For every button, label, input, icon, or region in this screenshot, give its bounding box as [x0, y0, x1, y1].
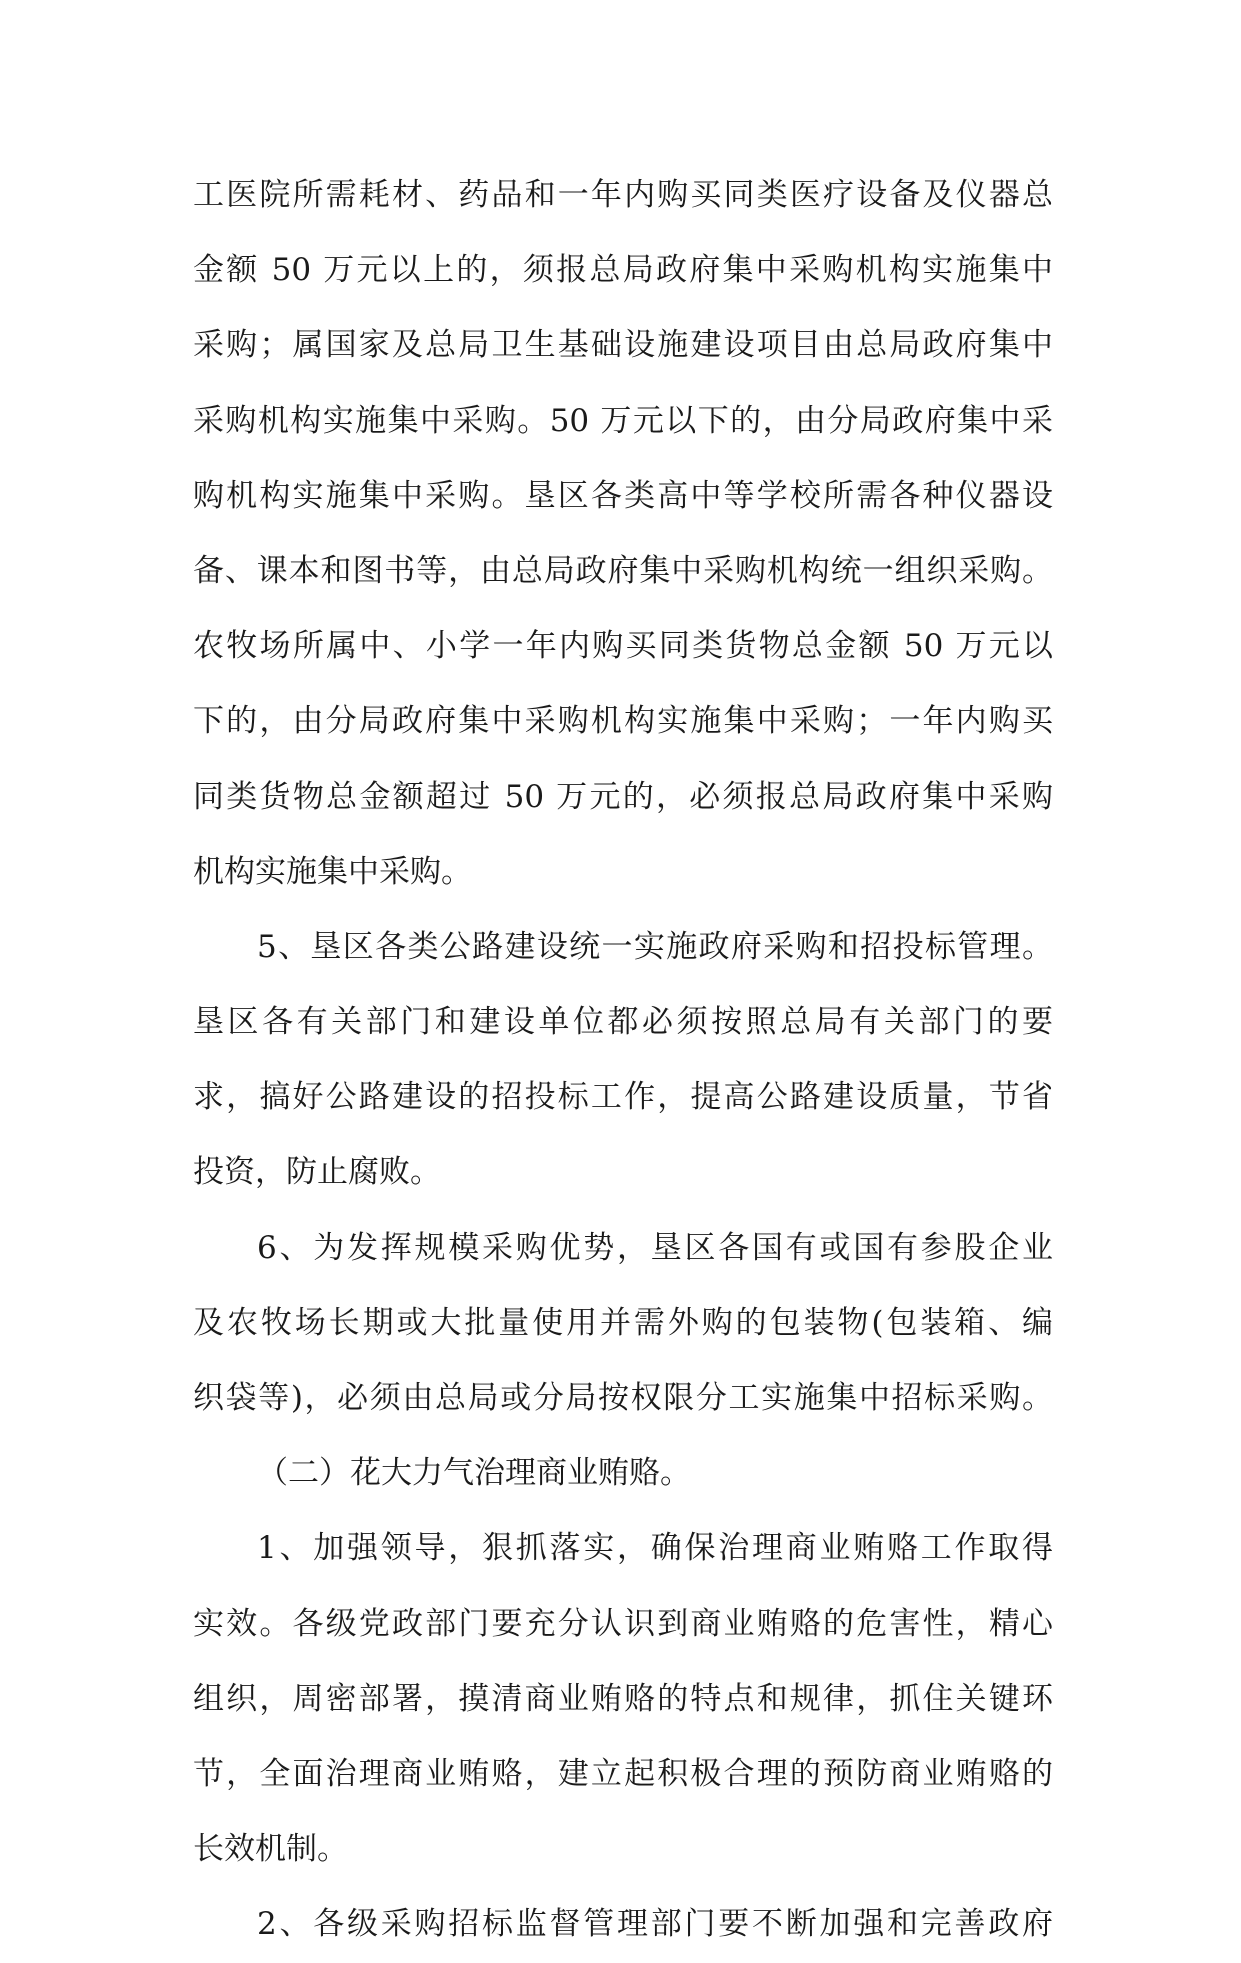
section-heading: （二）花大力气治理商业贿赂。: [257, 1455, 691, 1492]
text-line: 垦区各有关部门和建设单位都必须按照总局有关部门的要: [193, 1004, 1053, 1041]
text-line: 工医院所需耗材、药品和一年内购买同类医疗设备及仪器总: [193, 177, 1053, 213]
text-line: 长效机制。: [193, 1831, 348, 1868]
text-line: 同类货物总金额超过 50 万元的，必须报总局政府集中采购: [193, 778, 1053, 815]
text-line: 及农牧场长期或大批量使用并需外购的包装物(包装箱、编: [193, 1304, 1053, 1341]
text-line: 求，搞好公路建设的招投标工作，提高公路建设质量，节省: [193, 1079, 1053, 1116]
text-line: 组织，周密部署，摸清商业贿赂的特点和规律，抓住关键环: [193, 1680, 1053, 1717]
text-line: 下的，由分局政府集中采购机构实施集中采购；一年内购买: [193, 703, 1053, 740]
paragraph-start-line: 1、加强领导，狠抓落实，确保治理商业贿赂工作取得: [257, 1530, 1053, 1567]
text-line: 实效。各级党政部门要充分认识到商业贿赂的危害性，精心: [193, 1605, 1053, 1642]
text-line: 备、课本和图书等，由总局政府集中采购机构统一组织采购。: [193, 552, 1053, 589]
text-line: 采购机构实施集中采购。50 万元以下的，由分局政府集中采: [193, 402, 1053, 439]
text-line: 采购；属国家及总局卫生基础设施建设项目由总局政府集中: [193, 327, 1053, 364]
text-line: 金额 50 万元以上的，须报总局政府集中采购机构实施集中: [193, 252, 1053, 289]
text-line: 织袋等)，必须由总局或分局按权限分工实施集中招标采购。: [193, 1380, 1053, 1416]
text-line: 购机构实施集中采购。垦区各类高中等学校所需各种仪器设: [193, 477, 1053, 514]
paragraph-start-line: 6、为发挥规模采购优势，垦区各国有或国有参股企业: [257, 1229, 1053, 1266]
text-line: 农牧场所属中、小学一年内购买同类货物总金额 50 万元以: [193, 628, 1053, 665]
body-text: [193, 158, 1053, 1963]
paragraph-start-line: 2、各级采购招标监督管理部门要不断加强和完善政府: [257, 1906, 1053, 1943]
paragraph-start-line: 5、垦区各类公路建设统一实施政府采购和招投标管理。: [257, 928, 1053, 965]
text-line: 投资，防止腐败。: [193, 1154, 441, 1191]
text-line: 机构实施集中采购。: [193, 853, 472, 890]
text-line: 节，全面治理商业贿赂，建立起积极合理的预防商业贿赂的: [193, 1755, 1053, 1792]
